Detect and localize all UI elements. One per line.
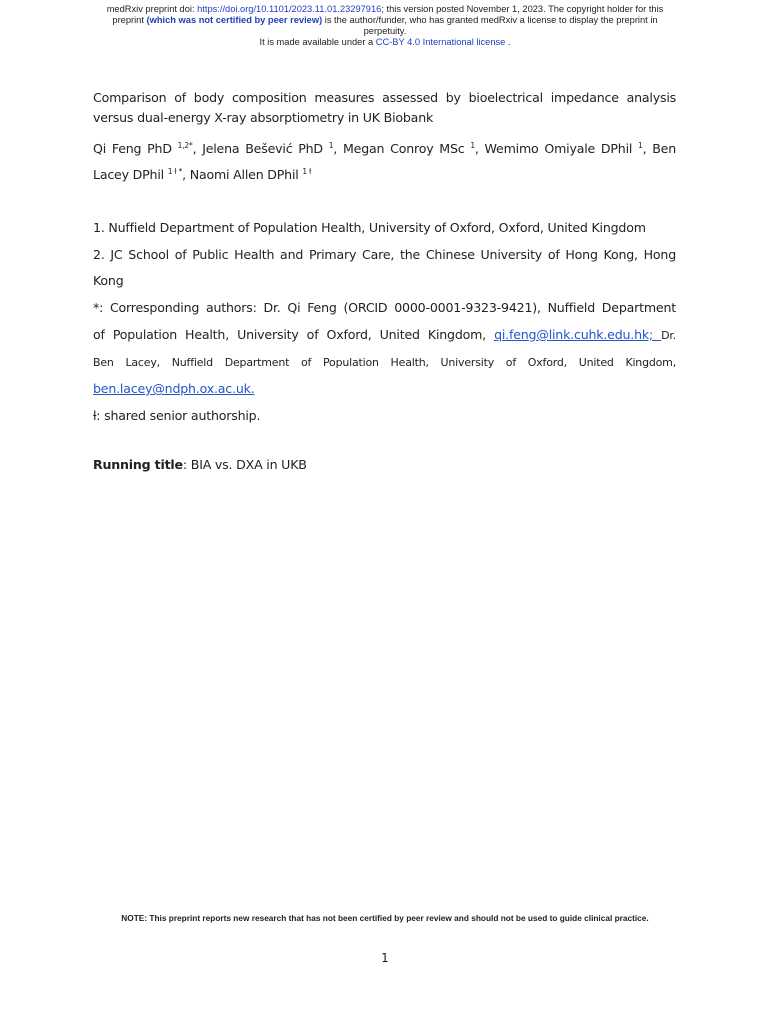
- shared-authorship-note: ƚ: shared senior authorship.: [93, 407, 261, 423]
- author-name: , Megan Conroy MSc: [333, 141, 471, 156]
- banner-text: It is made available under a: [259, 37, 376, 47]
- banner-line-2: [0, 15, 770, 26]
- page-number: 1: [381, 951, 389, 965]
- corresponding-text: Dr.: [661, 328, 676, 342]
- author-name: , Jelena Bešević PhD: [192, 141, 329, 156]
- corresponding-line-2: [93, 322, 676, 350]
- affiliation-2-line-2: Kong: [93, 273, 124, 289]
- author-name: Qi Feng PhD: [93, 141, 178, 156]
- author-name: , Naomi Allen DPhil: [182, 167, 303, 182]
- banner-line-1: [0, 4, 770, 15]
- preprint-note: NOTE: This preprint reports new research that has not been certified by peer review and should not be used to guide clinical practice.: [121, 913, 649, 923]
- author-name: , Ben: [642, 141, 676, 156]
- author-affiliation-mark: 1: [328, 141, 334, 150]
- banner-text: is the author/funder, who has granted medRxiv a license to display the preprint in: [322, 15, 658, 25]
- peer-review-notice: (which was not certified by peer review): [146, 15, 323, 25]
- affiliations: [93, 215, 676, 430]
- banner-line-3: perpetuity.: [363, 26, 407, 36]
- author-affiliation-mark: 1,2*: [177, 141, 193, 150]
- paper-title: [93, 88, 676, 128]
- author-affiliation-mark: 1 ƚ *: [167, 167, 183, 176]
- affiliation-2-line-1: 2. JC School of Public Health and Primary Care, the Chinese University of Hong Kong, Hong: [93, 246, 676, 262]
- author-list: [93, 136, 676, 188]
- banner-text: preprint: [112, 15, 147, 25]
- banner-line-4: [0, 37, 770, 48]
- author-line-1: [93, 136, 676, 162]
- banner-text: .: [505, 37, 511, 47]
- email-link-lacey[interactable]: ben.lacey@ndph.ox.ac.uk.: [93, 381, 255, 397]
- corresponding-line-3: Ben Lacey, Nuffield Department of Population Health, University of Oxford, United Kingdom,: [93, 355, 676, 369]
- corresponding-text: of Population Health, University of Oxford, United Kingdom,: [93, 326, 495, 342]
- corresponding-line-4: [93, 376, 676, 403]
- running-title: [93, 455, 676, 475]
- author-affiliation-mark: 1: [638, 141, 643, 150]
- preprint-banner: [0, 4, 770, 48]
- title-line-2: versus dual-energy X-ray absorptiometry in UK Biobank: [93, 110, 434, 125]
- corresponding-line-1: *: Corresponding authors: Dr. Qi Feng (ORCID 0000-0001-9323-9421), Nuffield Department: [93, 300, 676, 316]
- title-line-1: Comparison of body composition measures assessed by bioelectrical impedance analysis: [93, 90, 676, 105]
- author-name: , Wemimo Omiyale DPhil: [474, 141, 638, 156]
- running-title-label: Running title: [93, 457, 183, 472]
- email-link-feng[interactable]: qi.feng@link.cuhk.edu.hk;: [494, 326, 662, 342]
- running-title-text: : BIA vs. DXA in UKB: [182, 457, 307, 472]
- banner-text: ; this version posted November 1, 2023. The copyright holder for this: [381, 4, 664, 14]
- doi-link[interactable]: https://doi.org/10.1101/2023.11.01.23297916: [197, 4, 382, 14]
- affiliation-1: 1. Nuffield Department of Population Health, University of Oxford, Oxford, United Kingdom: [93, 220, 646, 235]
- author-affiliation-mark: 1 ƚ: [302, 167, 312, 176]
- author-line-2: [93, 162, 676, 188]
- banner-text: medRxiv preprint doi:: [106, 4, 198, 14]
- license-link[interactable]: CC-BY 4.0 International license: [375, 37, 506, 47]
- author-name: Lacey DPhil: [93, 167, 168, 182]
- author-affiliation-mark: 1: [470, 141, 475, 150]
